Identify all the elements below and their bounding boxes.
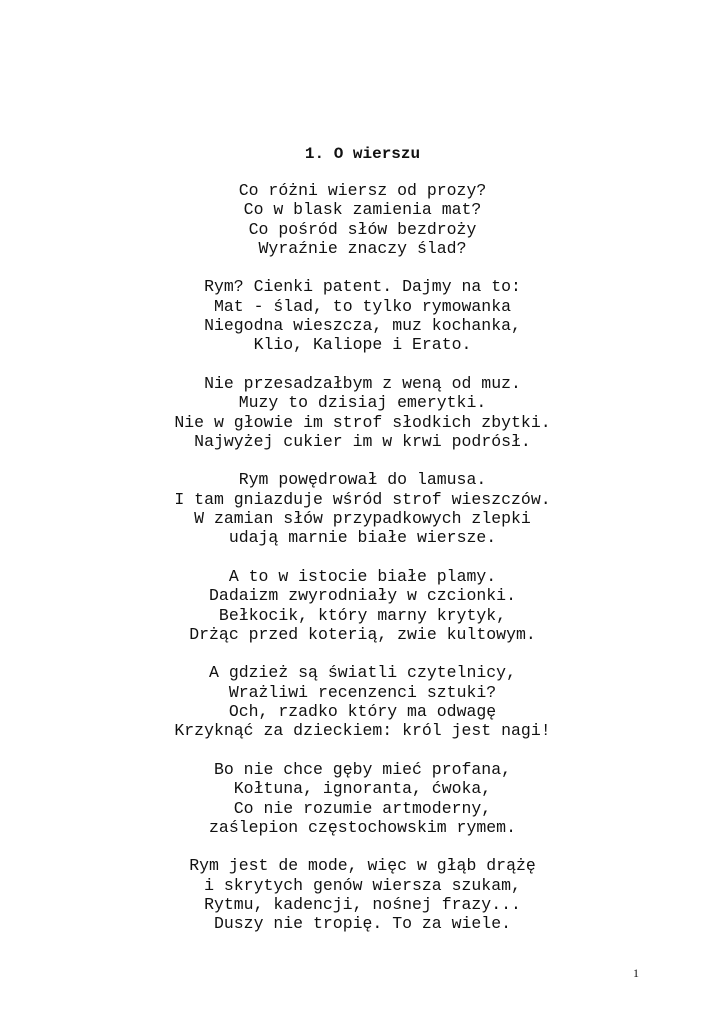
stanza [0, 181, 725, 258]
poem-line: Co różni wiersz od prozy? [238, 181, 487, 200]
poem-line: Co nie rozumie artmoderny, [233, 798, 492, 818]
poem-line: Rym? Cienki patent. Dajmy na to: [204, 277, 521, 297]
poem-line: Rym jest de mode, więc w głąb drążę [189, 856, 536, 876]
poem-line: W zamian słów przypadkowych zlepki [194, 509, 531, 529]
poem-line: i skrytych genów wiersza szukam, [204, 875, 521, 895]
poem-line: Kołtuna, ignoranta, ćwoka, [233, 779, 492, 799]
poem-line: Najwyżej cukier im w krwi podrósł. [194, 431, 531, 451]
poem-line: Rym powędrował do lamusa. [238, 470, 487, 490]
poem-line: A gdzież są światli czytelnicy, [209, 663, 516, 683]
poem-line: Wyraźnie znaczy ślad? [258, 238, 467, 258]
poem-line: Muzy to dzisiaj emerytki. [238, 393, 487, 413]
poem-line: zaślepion częstochowskim rymem. [209, 817, 516, 837]
poem-line: Rytmu, kadencji, nośnej frazy... [204, 894, 521, 914]
stanza [0, 470, 725, 547]
stanza [0, 277, 725, 354]
poem-line: Co w blask zamienia mat? [243, 200, 482, 220]
poem-line: Och, rzadko który ma odwagę [228, 702, 497, 722]
poem-line: Mat - ślad, to tylko rymowanka [213, 296, 512, 316]
poem-title: 1. O wierszu [304, 145, 421, 163]
stanza [0, 663, 725, 740]
stanza [0, 856, 725, 933]
poem-line: Klio, Kaliope i Erato. [253, 335, 472, 355]
poem-line: Co pośród słów bezdroży [248, 219, 477, 239]
poem-line: Wrażliwi recenzenci sztuki? [228, 682, 497, 702]
poem-line: Nie przesadzałbym z weną od muz. [204, 373, 521, 393]
poem-line: Bełkocik, który marny krytyk, [218, 605, 507, 625]
poem-line: A to w istocie białe plamy. [228, 566, 497, 586]
poem-line: Nie w głowie im strof słodkich zbytki. [174, 412, 551, 432]
stanza [0, 567, 725, 644]
poem-line: udają marnie białe wiersze. [228, 528, 497, 548]
stanza [0, 760, 725, 837]
poem-line: Bo nie chce gęby mieć profana, [213, 759, 512, 779]
poem-line: Dadaizm zwyrodniały w czcionki. [209, 586, 516, 606]
poem-line: Drżąc przed koterią, zwie kultowym. [189, 624, 536, 644]
poem-line: I tam gniazduje wśród strof wieszczów. [174, 489, 551, 509]
page-number: 1 [633, 966, 639, 980]
poem-line: Duszy nie tropię. To za wiele. [213, 914, 512, 934]
poem-body [0, 181, 725, 953]
stanza [0, 374, 725, 451]
poem-line: Krzyknąć za dzieckiem: król jest nagi! [174, 721, 551, 741]
poem-line: Niegodna wieszcza, muz kochanka, [204, 316, 521, 336]
